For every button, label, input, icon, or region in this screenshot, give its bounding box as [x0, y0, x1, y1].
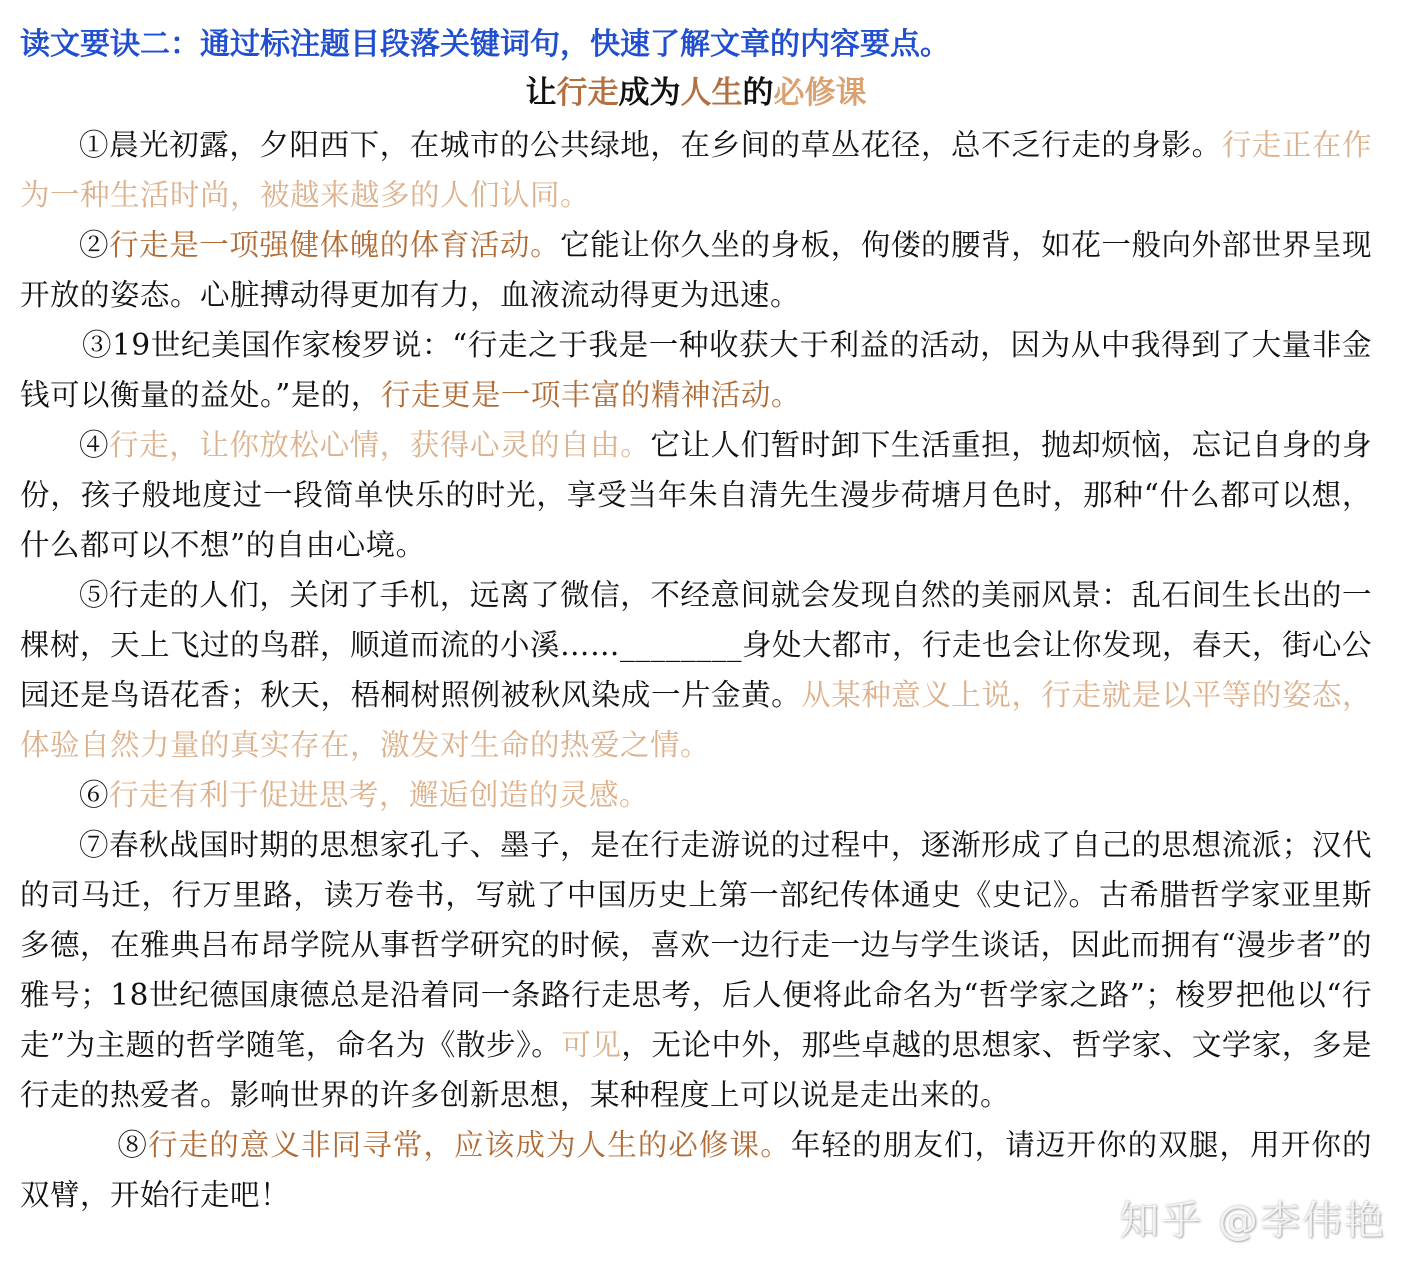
- title-keyword-life: 人生: [680, 75, 743, 111]
- paragraph-2: [20, 220, 1372, 320]
- title-part: 成为: [618, 75, 681, 111]
- title-keyword-walking: 行走: [556, 75, 619, 111]
- paragraph-1-text: ①晨光初露，夕阳西下，在城市的公共绿地，在乡间的草丛花径，总不乏行走的身影。: [79, 128, 1222, 162]
- paragraph-7: [20, 820, 1372, 1120]
- paragraph-3-text: ③19世纪美国作家梭罗说：“行走之于我是一种收获大于利益的活动，因为从中我得到了大量非金钱可以衡量的益处。”是的，: [20, 328, 1372, 412]
- paragraph-7-key-word: 可见: [561, 1028, 622, 1062]
- paragraph-3: [20, 320, 1372, 420]
- title-part: 让: [525, 75, 557, 111]
- paragraph-8-text: 年轻的朋友们，请迈开你的双腿，用开你的双臂，开始行走吧！: [20, 1128, 1372, 1212]
- paragraph-2-number: ②: [79, 228, 110, 262]
- paragraph-2-text: 它能让你久坐的身板，佝偻的腰背，如花一般向外部世界呈现开放的姿态。心脏搏动得更加有力，血液流动得更为迅速。: [20, 228, 1372, 312]
- article-title: [20, 68, 1372, 118]
- paragraph-8-number: ⑧: [117, 1128, 148, 1162]
- paragraph-1: [20, 120, 1372, 220]
- paragraph-8-key-sentence: 行走的意义非同寻常，应该成为人生的必修课。: [147, 1128, 791, 1162]
- paragraph-4-key-sentence: 行走，让你放松心情，获得心灵的自由。: [109, 428, 651, 462]
- title-part: 的: [742, 75, 774, 111]
- zhihu-watermark: 知乎 @李伟艳: [1119, 1198, 1386, 1244]
- paragraph-5: [20, 570, 1372, 770]
- paragraph-5-key-sentence: 从某种意义上说，行走就是以平等的姿态，体验自然力量的真实存在，激发对生命的热爱之情。: [20, 678, 1372, 762]
- paragraph-7-text-end: ，无论中外，那些卓越的思想家、哲学家、文学家，多是行走的热爱者。影响世界的许多创新思想，某种程度上可以说是走出来的。: [20, 1028, 1372, 1112]
- reading-tip-heading: 读文要诀二：通过标注题目段落关键词句，快速了解文章的内容要点。: [20, 27, 950, 62]
- document-page: [20, 22, 1372, 1220]
- paragraph-4: [20, 420, 1372, 570]
- paragraph-4-text: 它让人们暂时卸下生活重担，抛却烦恼，忘记自身的身份，孩子般地度过一段简单快乐的时光，享受当年朱自清先生漫步荷塘月色时，那种“什么都可以想，什么都可以不想”的自由心境。: [20, 428, 1372, 562]
- paragraph-5-text: ⑤行走的人们，关闭了手机，远离了微信，不经意间就会发现自然的美丽风景：乱石间生长出的一棵树，天上飞过的鸟群，顺道而流的小溪……________身处大都市，行走也会让你发现，春天，街心公园还是鸟语花香；秋天，梧桐树照例被秋风染成一片金黄。: [20, 578, 1373, 712]
- paragraph-2-key-sentence: 行走是一项强健体魄的体育活动。: [109, 228, 561, 262]
- paragraph-6-number: ⑥: [79, 778, 110, 812]
- paragraph-4-number: ④: [79, 428, 110, 462]
- paragraph-7-text: ⑦春秋战国时期的思想家孔子、墨子，是在行走游说的过程中，逐渐形成了自己的思想流派；汉代的司马迁，行万里路，读万卷书，写就了中国历史上第一部纪传体通史《史记》。古希腊哲学家亚里斯多德，在雅典吕布昂学院从事哲学研究的时候，喜欢一边行走一边与学生谈话，因此而拥有“漫步者”的雅号；18世纪德国康德总是沿着同一条路行走思考，后人便将此命名为“哲学家之路”；梭罗把他以“行走”为主题的哲学随笔，命名为《散步》。: [20, 828, 1372, 1062]
- paragraph-1-key-sentence: 行走正在作为一种生活时尚，被越来越多的人们认同。: [20, 128, 1372, 212]
- paragraph-6-key-sentence: 行走有利于促进思考，邂逅创造的灵感。: [109, 778, 650, 812]
- title-keyword-required-course: 必修课: [773, 75, 867, 111]
- paragraph-3-key-sentence: 行走更是一项丰富的精神活动。: [380, 378, 801, 412]
- paragraph-6: [20, 770, 1372, 820]
